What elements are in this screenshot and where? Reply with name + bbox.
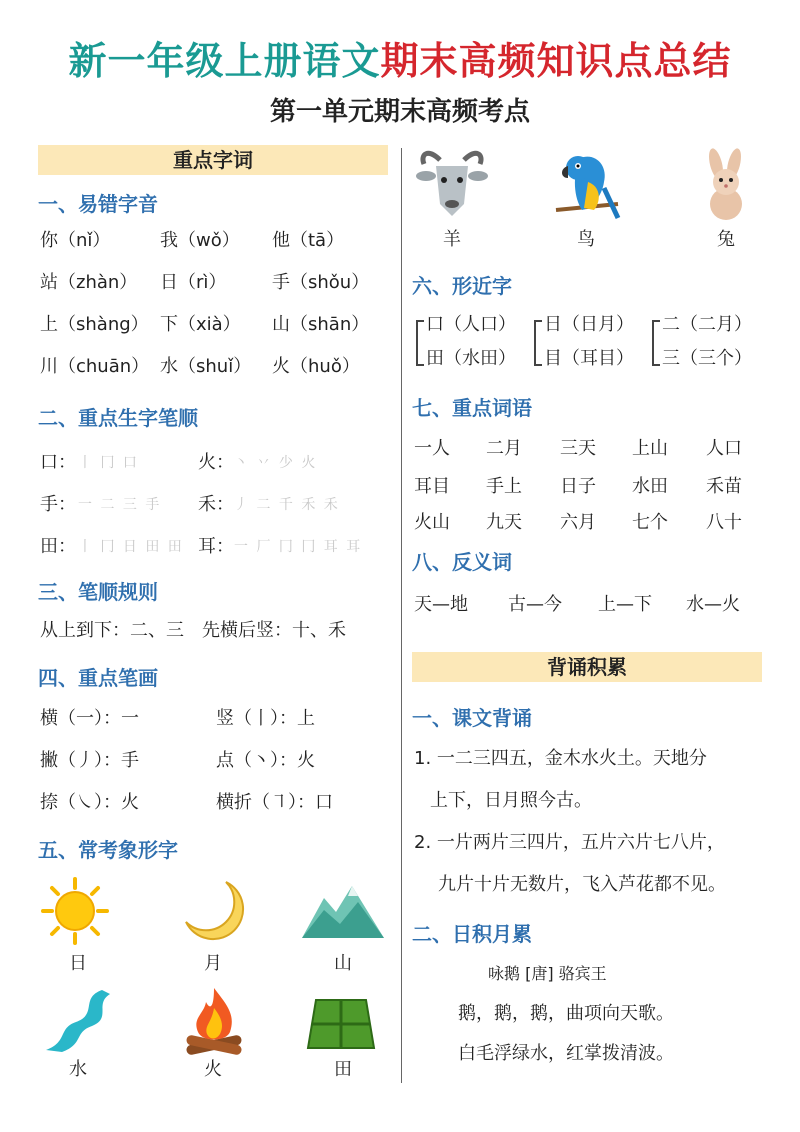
title-part-1: 新一年级上册语文 [68, 39, 381, 83]
antonym-item: 古—今 [508, 594, 562, 615]
pinyin-item: 下（xià） [160, 314, 241, 335]
stroke-sequence: 一 厂 冂 冂 耳 耳 [234, 539, 363, 555]
section-title-key-strokes: 四、重点笔画 [38, 666, 158, 690]
band-key-words: 重点字词 [38, 145, 388, 175]
pinyin-item: 我（wǒ） [160, 230, 240, 251]
key-stroke-item: 撇（丿）：手 [40, 750, 139, 771]
key-stroke-item: 点（丶）：火 [216, 750, 315, 771]
poem-title: 咏鹅 [唐] 骆宾王 [488, 964, 607, 983]
antonym-item: 上—下 [598, 594, 652, 615]
pinyin-item: 川（chuān） [40, 356, 150, 377]
stroke-char: 禾： [198, 494, 234, 515]
rabbit-icon [688, 146, 764, 222]
stroke-sequence: 丨 冂 日 田 田 [78, 539, 184, 555]
section-title-daily-accumulation: 二、日积月累 [412, 922, 532, 946]
pictograph-label: 山 [334, 953, 352, 974]
stroke-sequence: 一 二 三 手 [78, 497, 162, 513]
similar-char-item: 口（人口） [426, 314, 516, 335]
page-title [0, 36, 800, 86]
pinyin-item: 上（shàng） [40, 314, 149, 335]
stroke-sequence: 丿 二 千 禾 禾 [234, 497, 340, 513]
pictograph-label: 火 [204, 1059, 222, 1080]
stroke-char: 田： [40, 536, 76, 557]
word-item: 七个 [632, 512, 668, 533]
word-item: 禾苗 [706, 476, 742, 497]
pinyin-item: 你（nǐ） [40, 230, 111, 251]
section-title-pronunciation: 一、易错字音 [38, 192, 158, 216]
word-item: 二月 [486, 438, 522, 459]
recitation-line: 2. 一片两片三四片，五片六片七八片， [414, 832, 725, 853]
poem-line: 鹅，鹅，鹅，曲项向天歌。 [458, 1003, 674, 1024]
pinyin-item: 手（shǒu） [272, 272, 370, 293]
section-title-key-words: 七、重点词语 [412, 396, 532, 420]
bracket [534, 320, 542, 366]
fire-icon [180, 984, 248, 1056]
title-part-2: 期末高频知识点总结 [380, 39, 732, 83]
word-item: 上山 [632, 438, 668, 459]
moon-icon [178, 876, 248, 946]
page-subtitle: 第一单元期末高频考点 [269, 97, 530, 127]
section-title-text-recitation: 一、课文背诵 [412, 706, 532, 730]
antonym-item: 水—火 [686, 594, 740, 615]
river-icon [40, 988, 112, 1054]
poem-line: 白毛浮绿水，红掌拨清波。 [458, 1043, 674, 1064]
word-item: 日子 [560, 476, 596, 497]
stroke-sequence: 丶 丷 少 火 [234, 455, 318, 471]
bracket [416, 320, 424, 366]
mountain-icon [300, 880, 386, 942]
recitation-line: 上下，日月照今古。 [430, 790, 592, 811]
key-stroke-item: 横折（㇕）：口 [216, 792, 333, 813]
word-item: 三天 [560, 438, 596, 459]
similar-char-item: 田（水田） [426, 348, 516, 369]
stroke-char: 耳： [198, 536, 234, 557]
stroke-sequence: 丨 冂 口 [78, 455, 139, 471]
word-item: 人口 [706, 438, 742, 459]
band-recitation: 背诵积累 [412, 652, 762, 682]
section-title-stroke-rules: 三、笔顺规则 [38, 580, 158, 604]
antonym-item: 天—地 [414, 594, 468, 615]
similar-char-item: 目（耳目） [544, 348, 634, 369]
pinyin-item: 水（shuǐ） [160, 356, 252, 377]
pictograph-label: 田 [334, 1059, 352, 1080]
field-icon [306, 996, 376, 1052]
word-item: 六月 [560, 512, 596, 533]
parrot-icon [548, 148, 624, 224]
stroke-rules-text: 从上到下：二、三 先横后竖：十、禾 [40, 620, 346, 641]
goat-icon [414, 146, 490, 222]
animal-label: 兔 [717, 229, 735, 250]
pinyin-item: 站（zhàn） [40, 272, 138, 293]
stroke-char: 手： [40, 494, 76, 515]
sun-icon [40, 876, 110, 946]
bracket [652, 320, 660, 366]
pictograph-label: 日 [69, 953, 87, 974]
stroke-char: 口： [40, 452, 76, 473]
word-item: 九天 [486, 512, 522, 533]
similar-char-item: 日（日月） [544, 314, 634, 335]
pinyin-item: 他（tā） [272, 230, 345, 251]
word-item: 一人 [414, 438, 450, 459]
section-title-similar-chars: 六、形近字 [412, 274, 512, 298]
pictograph-label: 水 [69, 1059, 87, 1080]
similar-char-item: 三（三个） [662, 348, 752, 369]
key-stroke-item: 横（一）：一 [40, 708, 139, 729]
word-item: 火山 [414, 512, 450, 533]
pictograph-label: 月 [204, 953, 222, 974]
column-divider [401, 148, 402, 1083]
pinyin-item: 火（huǒ） [272, 356, 360, 377]
section-title-pictographs: 五、常考象形字 [38, 838, 178, 862]
pinyin-item: 山（shān） [272, 314, 370, 335]
recitation-line: 1. 一二三四五，金木水火土。天地分 [414, 748, 707, 769]
section-title-stroke-order: 二、重点生字笔顺 [38, 406, 198, 430]
key-stroke-item: 捺（㇏）：火 [40, 792, 139, 813]
word-item: 耳目 [414, 476, 450, 497]
word-item: 八十 [706, 512, 742, 533]
word-item: 水田 [632, 476, 668, 497]
pinyin-item: 日（rì） [160, 272, 227, 293]
animal-label: 鸟 [577, 229, 595, 250]
key-stroke-item: 竖（丨）：上 [216, 708, 315, 729]
stroke-char: 火： [198, 452, 234, 473]
animal-label: 羊 [443, 229, 461, 250]
word-item: 手上 [486, 476, 522, 497]
recitation-line: 九片十片无数片，飞入芦花都不见。 [438, 874, 726, 895]
section-title-antonyms: 八、反义词 [412, 550, 512, 574]
similar-char-item: 二（二月） [662, 314, 752, 335]
